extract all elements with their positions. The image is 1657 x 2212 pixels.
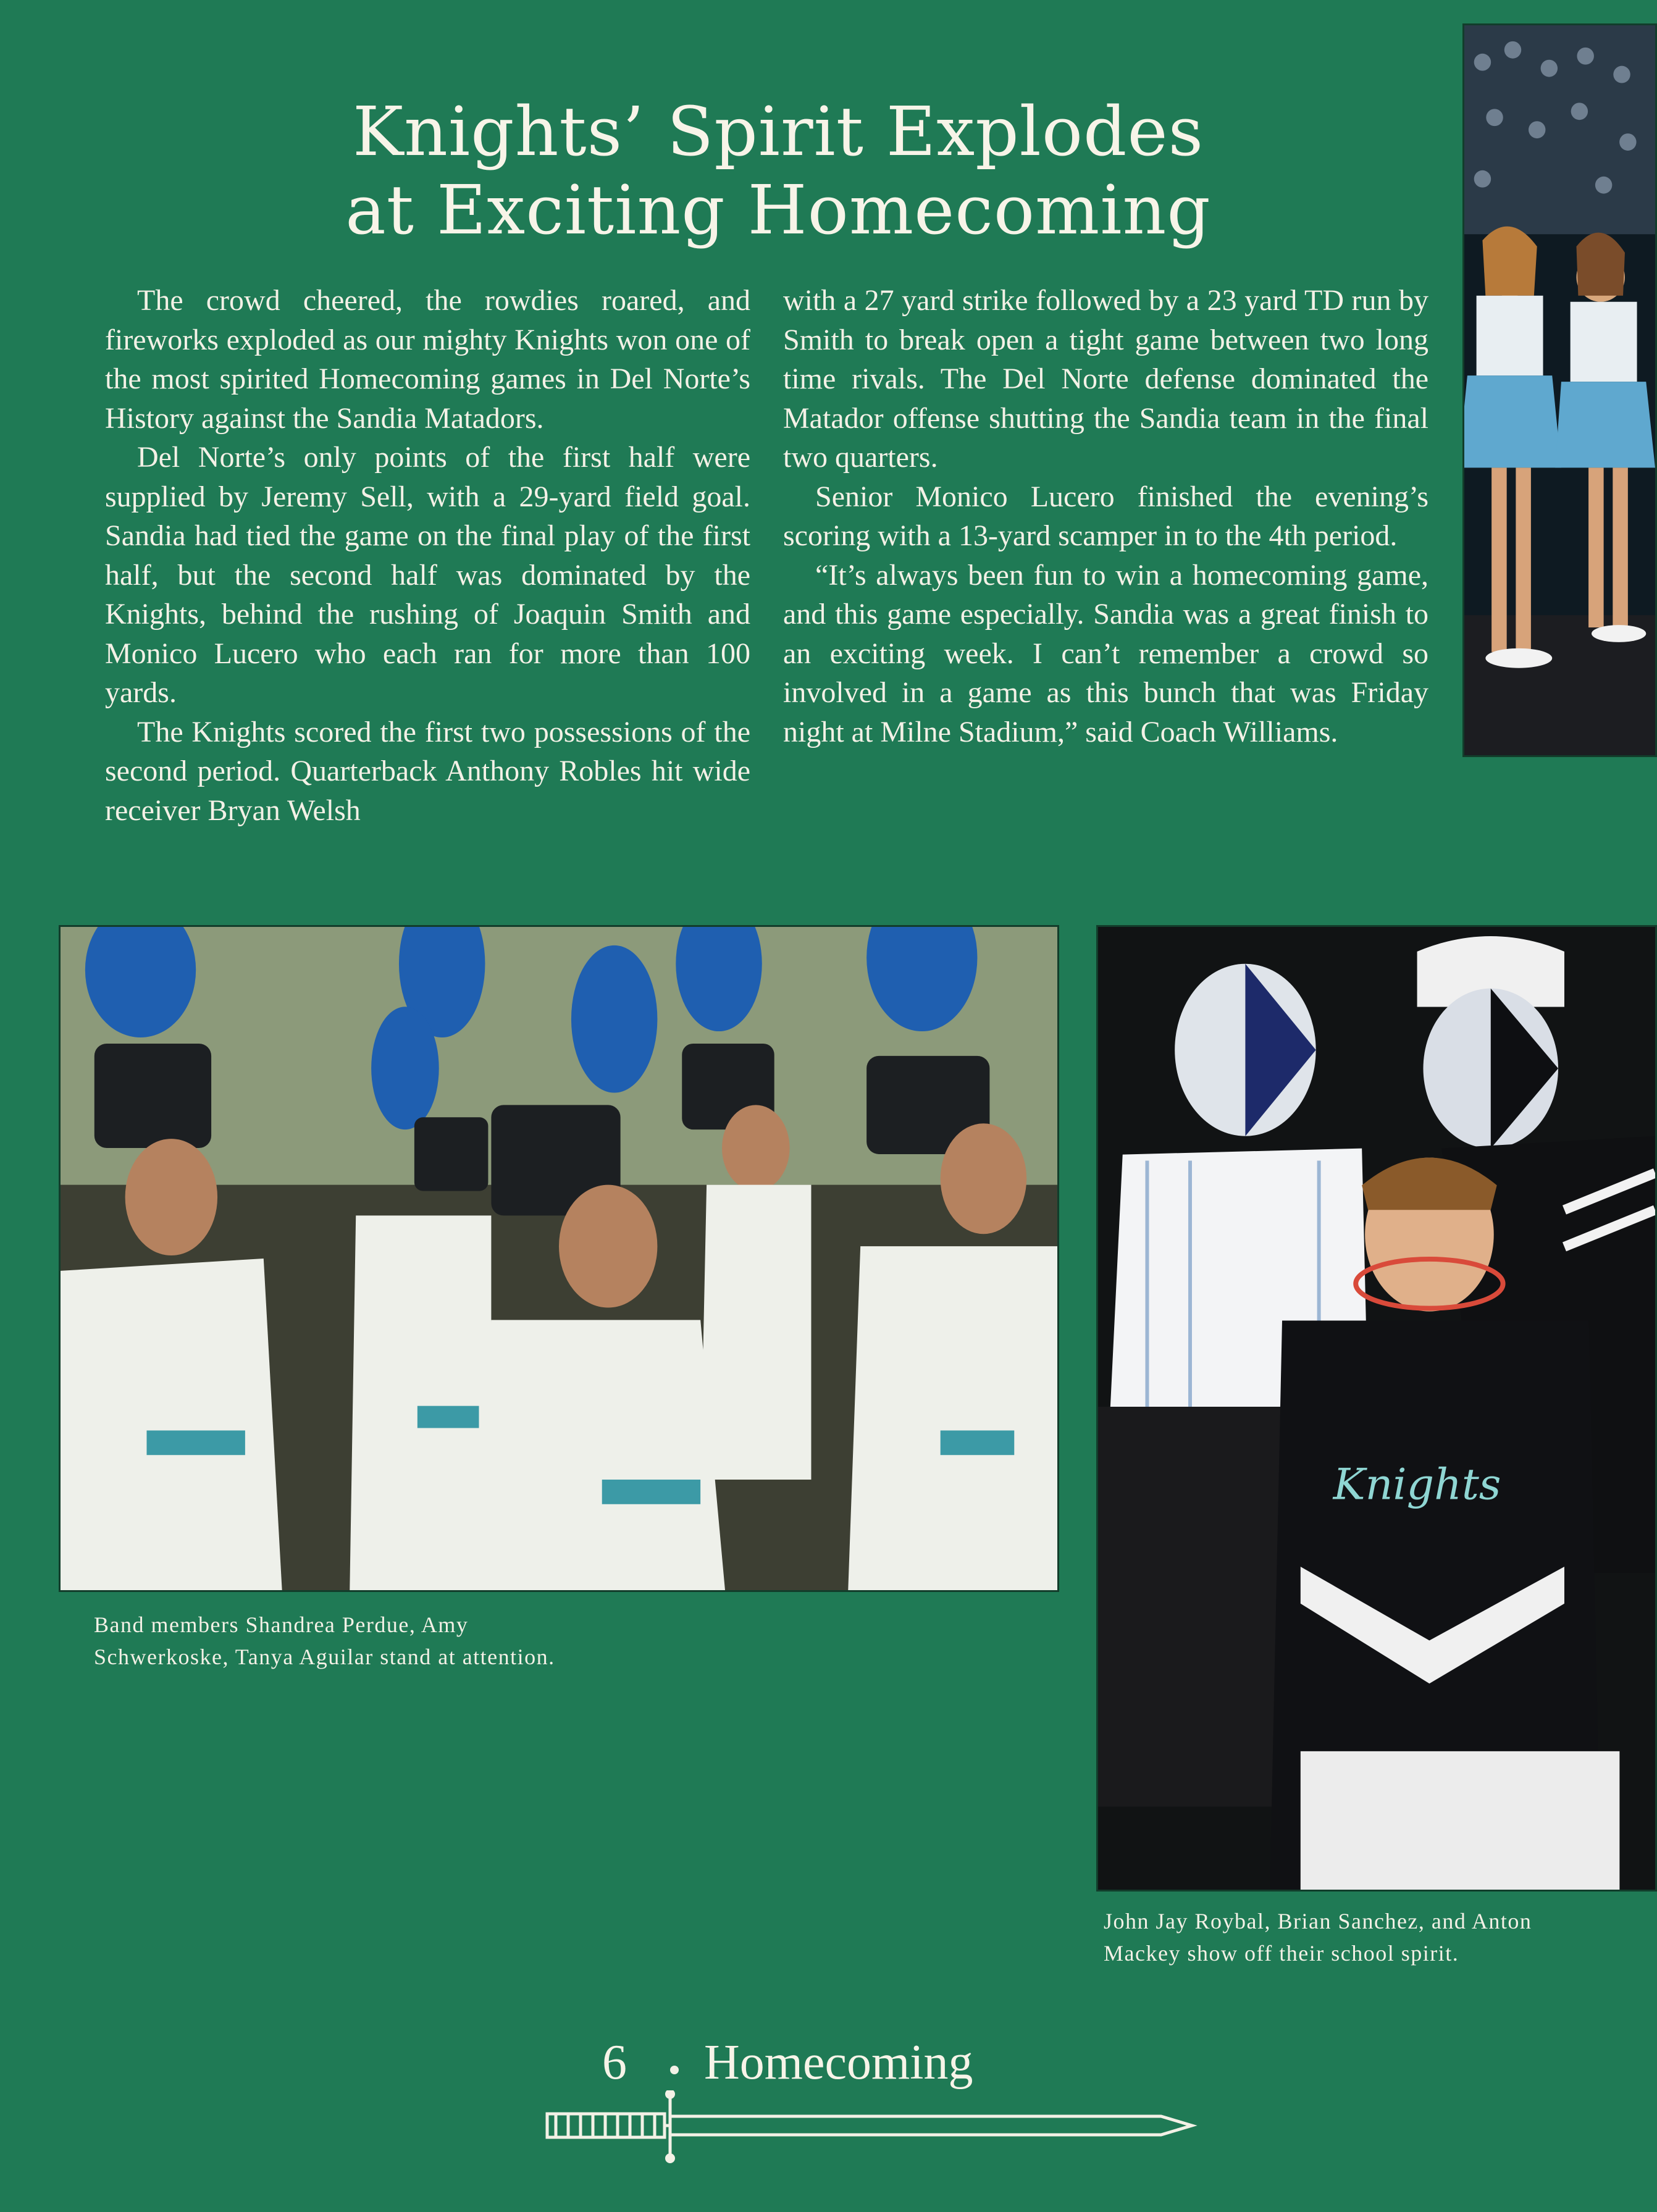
cheerleaders-photo: [1462, 23, 1657, 757]
sword-icon: [543, 2090, 1198, 2164]
paragraph: Del Norte’s only points of the first half were supplied by Jeremy Sell, with a 29-yard field goal. Sandia had tied the game on the final play of the first half, but the second half was dominated by the Knights, behind the rushing of Joaquin Smith and Monico Lucero who each ran for more than 100 yards.: [105, 441, 750, 709]
paragraph: The Knights scored the first two possessions of the second period. Quarterback Anthony Robles hit wide receiver Bryan Welsh: [105, 715, 750, 827]
school-spirit-photo: [1096, 925, 1657, 1892]
paragraph: Senior Monico Lucero finished the evening’s scoring with a 13-yard scamper in to the 4th period.: [783, 480, 1428, 552]
footer-dot: [670, 2066, 679, 2074]
section-label: Homecoming: [704, 2035, 973, 2090]
title-line-2: at Exciting Homecoming: [345, 170, 1211, 249]
article-column-right: [783, 281, 1428, 752]
spirit-photo-caption: John Jay Roybal, Brian Sanchez, and Anton Mackey show off their school spirit.: [1104, 1909, 1532, 1966]
article-title: [259, 93, 1297, 249]
paragraph: with a 27 yard strike followed by a 23 yard TD run by Smith to break open a tight game between two long time rivals. The Del Norte defense dominated the Matador offense shutting the Sandia team in the final two quarters.: [783, 284, 1428, 474]
svg-text:Knights: Knights: [1333, 1459, 1501, 1510]
article-column-left: [105, 281, 750, 830]
band-photo-caption: Band members Shandrea Perdue, Amy Schwerkoske, Tanya Aguilar stand at attention.: [94, 1612, 555, 1669]
title-line-1: Knights’ Spirit Explodes: [352, 92, 1204, 171]
band-members-photo: [59, 925, 1059, 1592]
paragraph: “It’s always been fun to win a homecoming game, and this game especially. Sandia was a great finish to an exciting week. I can’t remember a crowd so involved in a game as this bunch that was Friday night at Milne Stadium,” said Coach Williams.: [783, 558, 1428, 748]
paragraph: The crowd cheered, the rowdies roared, and fireworks exploded as our mighty Knights won one of the most spirited Homecoming games in Del Norte’s History against the Sandia Matadors.: [105, 284, 750, 435]
page-number: 6: [602, 2035, 627, 2090]
